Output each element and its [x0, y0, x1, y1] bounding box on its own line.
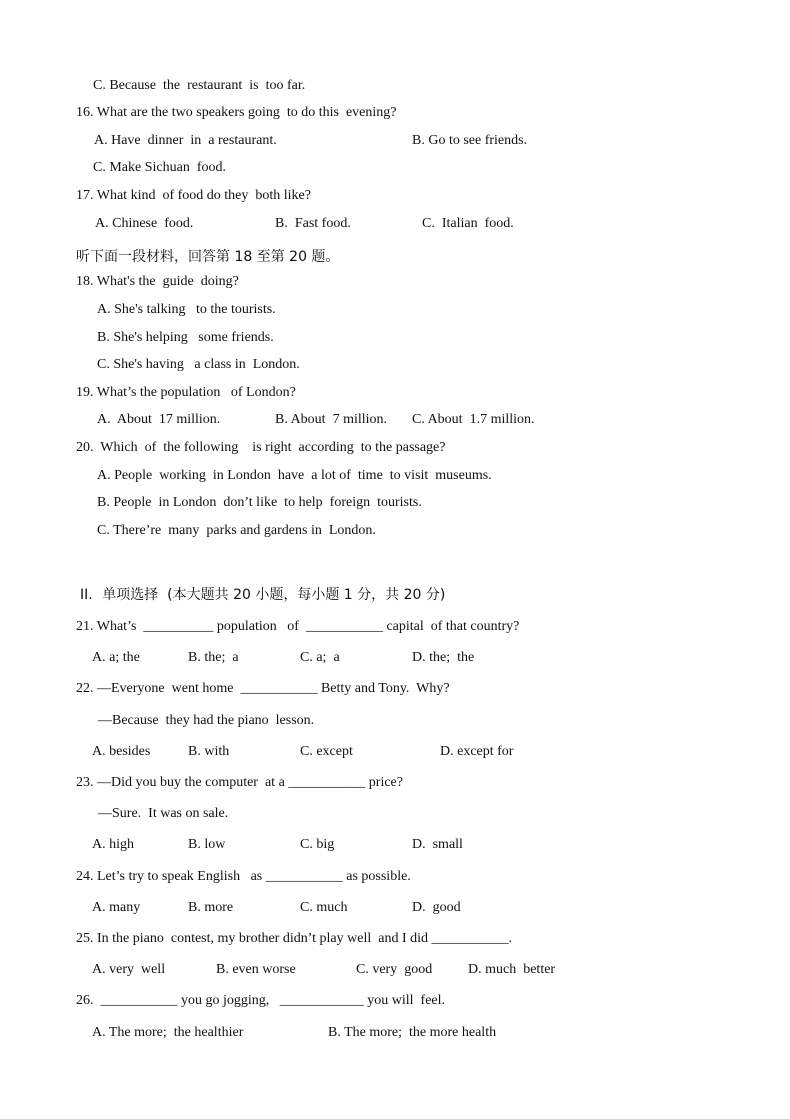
q19-option-a: A. About 17 million. — [97, 412, 221, 427]
q23-stem: 23. —Did you buy the computer at a ___________ price? — [76, 775, 403, 790]
q22-option-d: D. except for — [440, 744, 514, 759]
q24-option-b: B. more — [188, 900, 234, 915]
q21-option-c: C. a; a — [300, 650, 340, 665]
q18-option-a: A. She's talking to the tourists. — [97, 302, 276, 317]
q24-option-d: D. good — [412, 900, 461, 915]
q22-reply: —Because they had the piano lesson. — [98, 713, 315, 728]
q25-option-d: D. much better — [468, 962, 556, 977]
q26-option-b: B. The more; the more health — [328, 1025, 497, 1040]
q23-reply: —Sure. It was on sale. — [98, 806, 229, 821]
q25-stem: 25. In the piano contest, my brother didn’t play well and I did ___________. — [76, 931, 513, 946]
q19-option-b: B. About 7 million. — [275, 412, 388, 427]
q22-option-a: A. besides — [92, 744, 151, 759]
q24-stem: 24. Let’s try to speak English as ___________ as possible. — [76, 869, 411, 884]
q18-stem: 18. What's the guide doing? — [76, 274, 239, 289]
q23-option-c: C. big — [300, 837, 335, 852]
q25-option-c: C. very good — [356, 962, 433, 977]
q16-option-b: B. Go to see friends. — [412, 133, 528, 148]
q25-option-a: A. very well — [92, 962, 166, 977]
q21-option-a: A. a; the — [92, 650, 140, 665]
q18-option-c: C. She's having a class in London. — [97, 357, 300, 372]
q20-option-a: A. People working in London have a lot of time to visit museums. — [97, 468, 492, 483]
q17-option-c: C. Italian food. — [422, 216, 514, 231]
q23-option-d: D. small — [412, 837, 463, 852]
q23-option-a: A. high — [92, 837, 134, 852]
q19-option-c: C. About 1.7 million. — [412, 412, 535, 427]
section-instruction: 听下面一段材料，回答第 18 至第 20 题。 — [76, 249, 340, 265]
q22-stem: 22. —Everyone went home ___________ Betty and Tony. Why? — [76, 681, 450, 696]
q22-option-b: B. with — [188, 744, 230, 759]
q16-option-c: C. Make Sichuan food. — [93, 160, 226, 175]
q17-stem: 17. What kind of food do they both like? — [76, 188, 311, 203]
q16-stem: 16. What are the two speakers going to do this evening? — [76, 105, 397, 120]
q22-option-c: C. except — [300, 744, 353, 759]
q18-option-b: B. She's helping some friends. — [97, 330, 274, 345]
q23-option-b: B. low — [188, 837, 226, 852]
q20-option-c: C. There’re many parks and gardens in London. — [97, 523, 376, 538]
q25-option-b: B. even worse — [216, 962, 296, 977]
q24-option-c: C. much — [300, 900, 348, 915]
q21-stem: 21. What’s __________ population of ___________ capital of that country? — [76, 619, 520, 634]
q17-option-b: B. Fast food. — [275, 216, 351, 231]
q26-option-a: A. The more; the healthier — [92, 1025, 244, 1040]
q20-option-b: B. People in London don’t like to help foreign tourists. — [97, 495, 422, 510]
q20-stem: 20. Which of the following is right according to the passage? — [76, 440, 446, 455]
q21-option-d: D. the; the — [412, 650, 475, 665]
q15-option-c: C. Because the restaurant is too far. — [93, 78, 306, 93]
part2-title: II．单项选择 (本大题共 20 小题，每小题 1 分，共 20 分) — [80, 587, 446, 603]
q21-option-b: B. the; a — [188, 650, 239, 665]
q19-stem: 19. What’s the population of London? — [76, 385, 296, 400]
q17-option-a: A. Chinese food. — [95, 216, 194, 231]
q26-stem: 26. ___________ you go jogging, ____________ you will feel. — [76, 993, 446, 1008]
q24-option-a: A. many — [92, 900, 141, 915]
q16-option-a: A. Have dinner in a restaurant. — [94, 133, 277, 148]
